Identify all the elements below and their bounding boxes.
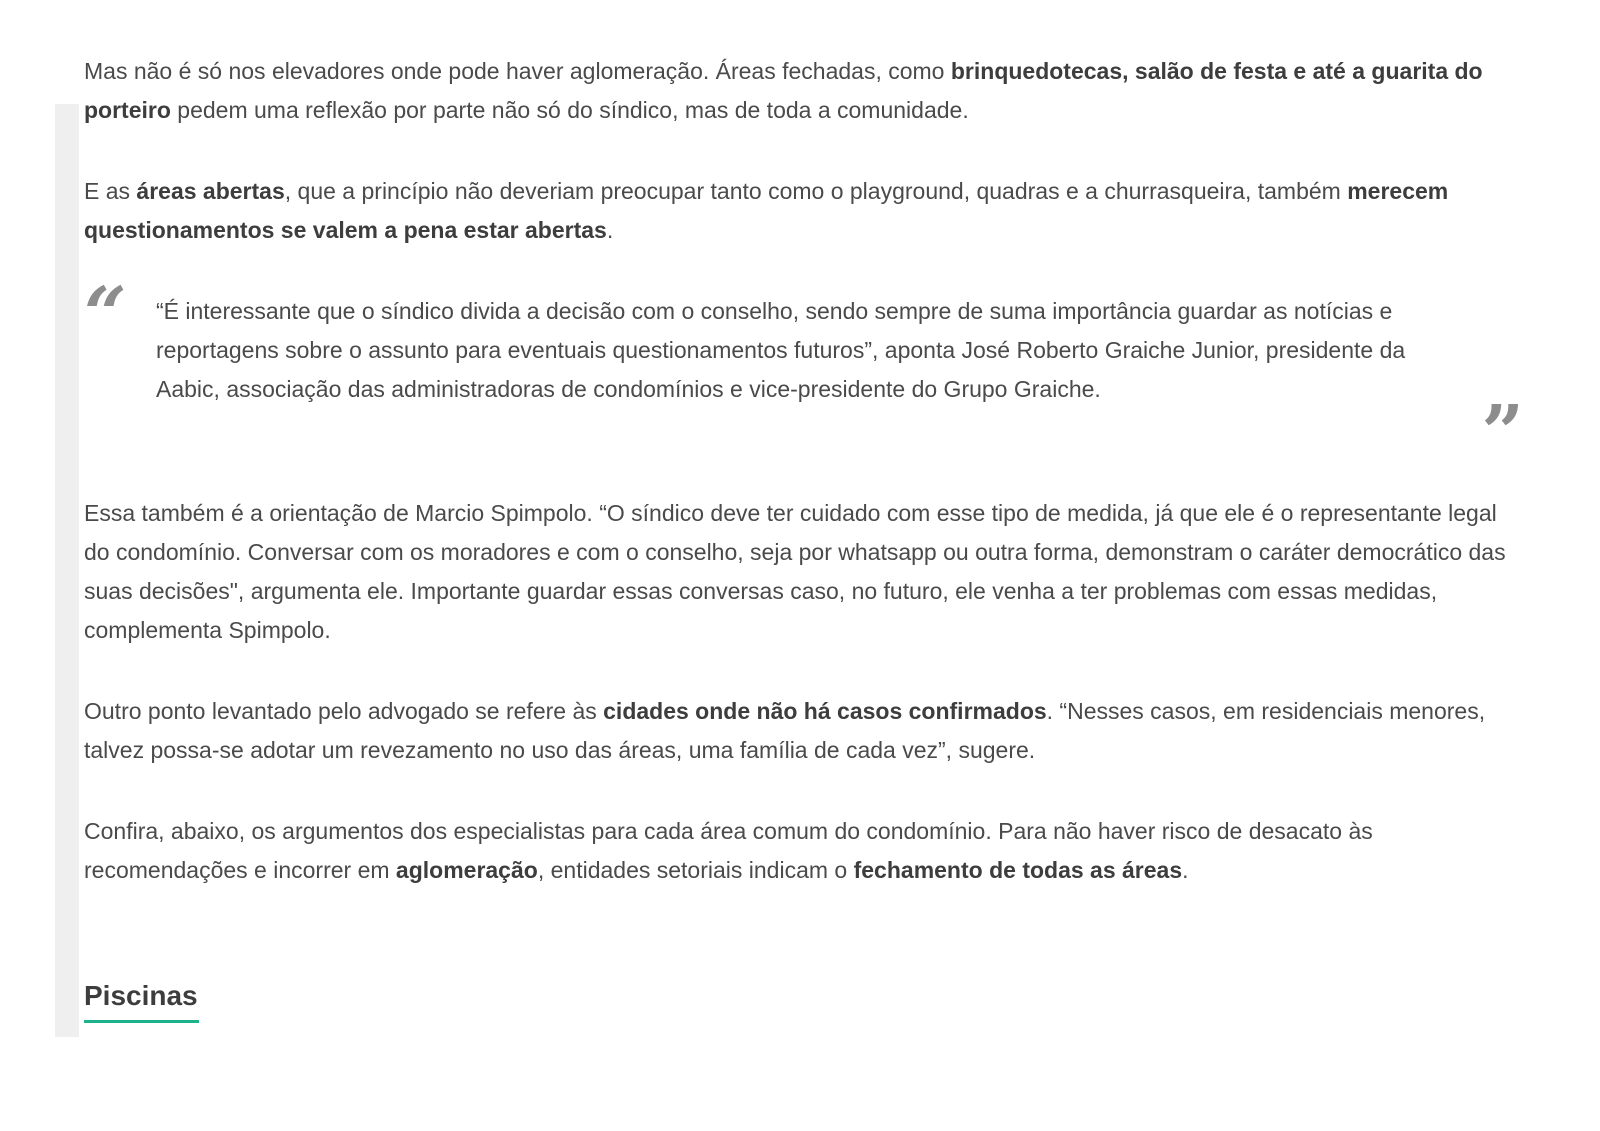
paragraph-open-areas [84, 172, 1524, 250]
paragraph-bold-text: fechamento de todas as áreas [853, 857, 1183, 883]
paragraph-text: E as [84, 178, 137, 204]
section-heading-piscinas: Piscinas [84, 980, 198, 1011]
paragraph-spimpolo [84, 494, 1524, 650]
left-gutter-bar [55, 104, 79, 1037]
paragraph-bold-text: aglomeração [395, 857, 538, 883]
open-quote-icon: “ [84, 272, 127, 358]
paragraph-text: . [1182, 857, 1189, 883]
paragraph-bold-text: brinquedotecas, salão de festa e até a guarita do porteiro [84, 58, 1483, 123]
pull-quote [84, 272, 1524, 476]
paragraph-text: , que a princípio não deveriam preocupar tanto como o playground, quadras e a churrasqueira, também [284, 178, 1348, 204]
paragraph-closed-areas [84, 52, 1524, 130]
paragraph-text: . [606, 217, 614, 243]
paragraph-bold-text: cidades onde não há casos confirmados [603, 698, 1047, 724]
paragraph-bold-text: merecem questionamentos se valem a pena estar abertas [84, 178, 1449, 243]
paragraph-bold-text: áreas abertas [136, 178, 285, 204]
quote-text: “É interessante que o síndico divida a decisão com o conselho, sendo sempre de suma importância guardar as notícias e reportagens sobre o assunto para eventuais questionamentos futuros”, aponta José Roberto Graiche Junior, presidente da Aabic, associação das administradoras de condomínios e vice-presidente do Grupo Graiche. [156, 298, 1406, 402]
paragraph-text: . “Nesses casos, em residenciais menores, talvez possa-se adotar um revezamento no uso das áreas, uma família de cada vez”, sugere. [84, 698, 1486, 763]
article-body [84, 52, 1524, 932]
paragraph-cities [84, 692, 1524, 770]
paragraph-text: Outro ponto levantado pelo advogado se refere às [84, 698, 604, 724]
paragraph-text: Confira, abaixo, os argumentos dos especialistas para cada área comum do condomínio. Para não haver risco de desacato às recomendações e incorrer em [84, 818, 1373, 883]
paragraph-confira [84, 812, 1524, 890]
paragraph-text: Mas não é só nos elevadores onde pode haver aglomeração. Áreas fechadas, como [84, 58, 951, 84]
section-heading-underline [84, 1020, 199, 1023]
paragraph-text: Essa também é a orientação de Marcio Spimpolo. “O síndico deve ter cuidado com esse tipo de medida, já que ele é o representante legal do condomínio. Conversar com os moradores e com o conselho, seja por whatsapp ou outra forma, demonstram o caráter democrático das suas decisões", argumenta ele. Importante guardar essas conversas caso, no futuro, ele venha a ter problemas com essas medidas, complementa Spimpolo. [84, 500, 1506, 643]
close-quote-icon: ” [1481, 390, 1524, 476]
paragraph-text: , entidades setoriais indicam o [537, 857, 854, 883]
paragraph-text: pedem uma reflexão por parte não só do síndico, mas de toda a comunidade. [170, 97, 969, 123]
